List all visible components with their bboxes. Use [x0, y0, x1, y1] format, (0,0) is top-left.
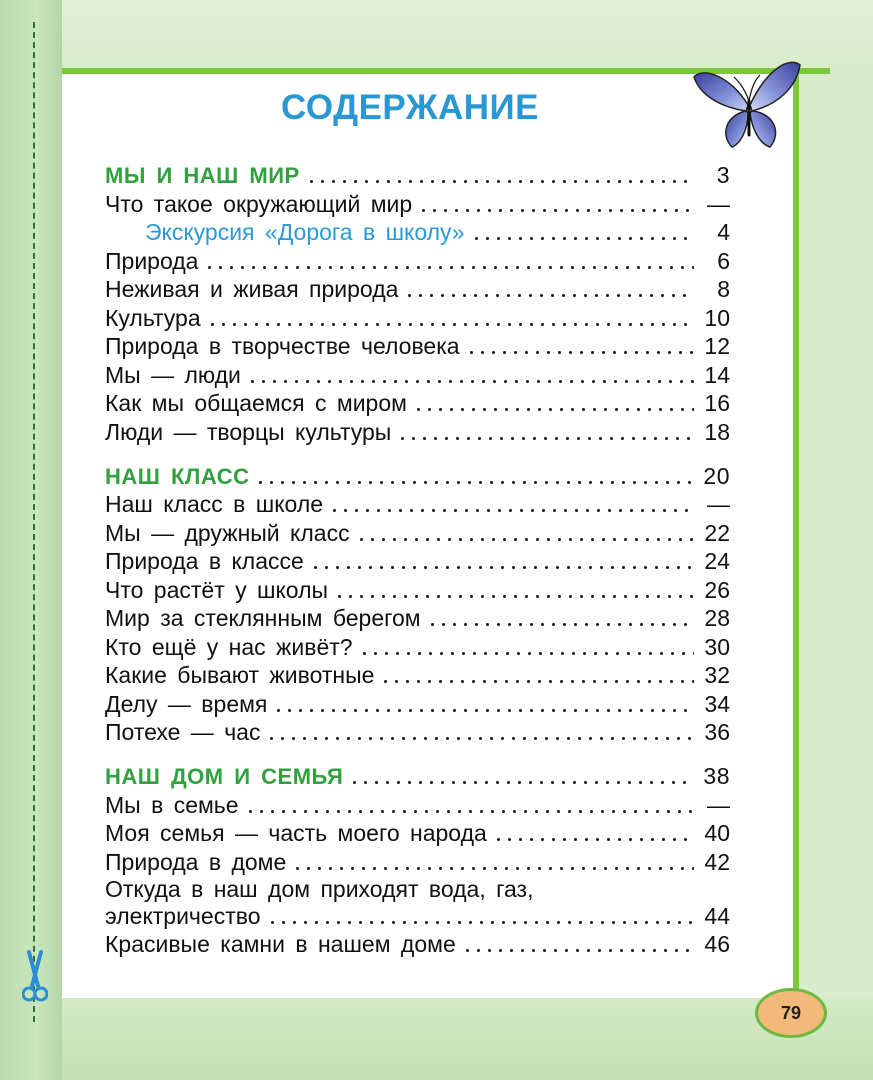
- dot-leader: [462, 949, 694, 952]
- toc-page-number: 22: [704, 519, 730, 546]
- dot-leader: [329, 509, 694, 512]
- toc-entry-label: Неживая и живая природа: [105, 276, 399, 302]
- toc-entry-label: Природа в творчестве человека: [105, 333, 460, 359]
- toc-entry-label: Как мы общаемся с миром: [105, 390, 407, 416]
- toc-page-number: 42: [704, 848, 730, 875]
- toc-entry: [105, 332, 730, 361]
- dot-leader: [207, 323, 694, 326]
- toc-page-number: 10: [704, 304, 730, 331]
- dot-leader: [359, 652, 694, 655]
- dot-leader: [380, 680, 694, 683]
- toc-page-number: 4: [717, 219, 730, 245]
- dot-leader: [266, 737, 694, 740]
- dot-leader: [204, 266, 694, 269]
- dot-leader: [493, 838, 694, 841]
- toc-entry-label: Наш класс в школе: [105, 491, 324, 517]
- toc-entry: [105, 790, 730, 819]
- toc-page-number: 14: [704, 361, 730, 388]
- section-gap: [105, 746, 730, 758]
- toc-entry-label: Мы — люди: [105, 361, 241, 388]
- toc-entry: [105, 189, 730, 218]
- dot-leader: [418, 209, 694, 212]
- toc-entry-label: Природа в классе: [105, 548, 304, 574]
- page-number-badge: [755, 988, 827, 1038]
- toc-entry: [105, 490, 730, 519]
- toc-entry: [105, 360, 730, 389]
- toc-entry-label: Красивые камни в нашем доме: [105, 931, 456, 957]
- right-rule: [793, 68, 799, 998]
- toc-page-number: 24: [704, 548, 730, 574]
- toc-excursion-entry: [105, 218, 730, 247]
- dot-leader: [247, 380, 694, 383]
- scissors-icon: [22, 950, 48, 1006]
- dot-leader: [404, 294, 694, 297]
- toc-page-number: —: [707, 190, 730, 217]
- toc-page-number: —: [707, 491, 730, 517]
- toc-entry-label: НАШ ДОМ И СЕМЬЯ: [105, 764, 344, 789]
- page-margin: [0, 0, 62, 1080]
- page-number: 79: [780, 1002, 802, 1023]
- toc-page-number: 12: [704, 333, 730, 359]
- toc-entry-label: Моя семья — часть моего народа: [105, 820, 487, 846]
- toc-entry: [105, 246, 730, 275]
- toc-entry: [105, 303, 730, 332]
- toc-entry-label: Культура: [105, 304, 201, 331]
- toc-entry-label: Кто ещё у нас живёт?: [105, 633, 353, 660]
- toc-entry-label: Что растёт у школы: [105, 576, 329, 603]
- toc-entry: [105, 547, 730, 576]
- cut-line: [33, 22, 35, 1022]
- toc-page-number: 34: [704, 690, 730, 717]
- toc-entry-label: Что такое окружающий мир: [105, 190, 413, 217]
- toc-entry-label: Мы — дружный класс: [105, 519, 350, 546]
- dot-leader: [471, 237, 694, 240]
- toc-section-heading: [105, 758, 730, 790]
- dot-leader: [310, 566, 694, 569]
- toc-page-number: 40: [704, 820, 730, 846]
- toc-entry: [105, 689, 730, 718]
- toc-entry: [105, 903, 730, 930]
- dot-leader: [267, 921, 695, 924]
- toc-entry-label: МЫ И НАШ МИР: [105, 163, 300, 188]
- dot-leader: [356, 538, 694, 541]
- toc-page-number: 36: [704, 719, 730, 745]
- toc-entry: [105, 819, 730, 848]
- dot-leader: [349, 781, 694, 784]
- toc-entry-label: Потехе — час: [105, 719, 261, 745]
- toc-entry-label: Экскурсия «Дорога в школу»: [145, 219, 465, 245]
- toc-entry: [105, 604, 730, 633]
- dot-leader: [273, 709, 694, 712]
- toc-section-heading: [105, 157, 730, 189]
- toc-entry-label: Откуда в наш дом приходят вода, газ,: [105, 875, 534, 902]
- toc-entry-label: Люди — творцы культуры: [105, 418, 392, 445]
- toc-page-number: 26: [704, 576, 730, 603]
- toc-entry-label: Мы в семье: [105, 791, 239, 818]
- butterfly-icon: [690, 55, 805, 155]
- toc-entry-label: Мир за стеклянным берегом: [105, 605, 421, 631]
- toc-page-number: 30: [704, 633, 730, 660]
- dot-leader: [427, 623, 694, 626]
- page-title: СОДЕРЖАНИЕ: [280, 88, 539, 127]
- dot-leader: [397, 437, 694, 440]
- dot-leader: [245, 810, 694, 813]
- section-gap: [105, 446, 730, 458]
- toc-page-number: 8: [717, 276, 730, 302]
- dot-leader: [306, 180, 694, 183]
- dot-leader: [466, 351, 694, 354]
- toc-page-number: 46: [704, 931, 730, 957]
- toc-page-number: 18: [704, 418, 730, 445]
- bottom-band: [62, 998, 873, 1080]
- toc-page-number: 3: [716, 162, 730, 188]
- toc-page-number: 28: [704, 605, 730, 631]
- toc-entry-label: НАШ КЛАСС: [105, 463, 250, 489]
- toc-entry: [105, 661, 730, 690]
- dot-leader: [292, 867, 694, 870]
- toc-page-number: 32: [704, 662, 730, 688]
- toc-entry: [105, 718, 730, 747]
- toc-entry: [105, 417, 730, 446]
- toc-entry: [105, 275, 730, 304]
- toc-entry: [105, 847, 730, 876]
- toc-entry-line: [105, 876, 730, 903]
- toc-entry: [105, 389, 730, 418]
- dot-leader: [413, 408, 694, 411]
- toc-page-number: 16: [704, 390, 730, 416]
- dot-leader: [334, 595, 694, 598]
- toc-page-number: 20: [703, 462, 730, 489]
- toc-entry-label: Делу — время: [105, 690, 268, 717]
- toc-entry: [105, 575, 730, 604]
- toc-page-number: 44: [704, 902, 730, 929]
- toc-entry: [105, 518, 730, 547]
- toc-entry-label: Природа в доме: [105, 848, 287, 875]
- toc-entry-label: Природа: [105, 247, 199, 274]
- toc-entry-label: электричество: [105, 902, 261, 929]
- toc-page-number: —: [707, 791, 730, 818]
- toc-entry-label: Какие бывают животные: [105, 662, 375, 688]
- toc-page-number: 6: [717, 247, 730, 274]
- dot-leader: [255, 481, 694, 484]
- toc-section-heading: [105, 458, 730, 490]
- toc-page-number: 38: [703, 763, 730, 789]
- toc-entry: [105, 930, 730, 959]
- table-of-contents: [105, 157, 730, 958]
- toc-entry: [105, 632, 730, 661]
